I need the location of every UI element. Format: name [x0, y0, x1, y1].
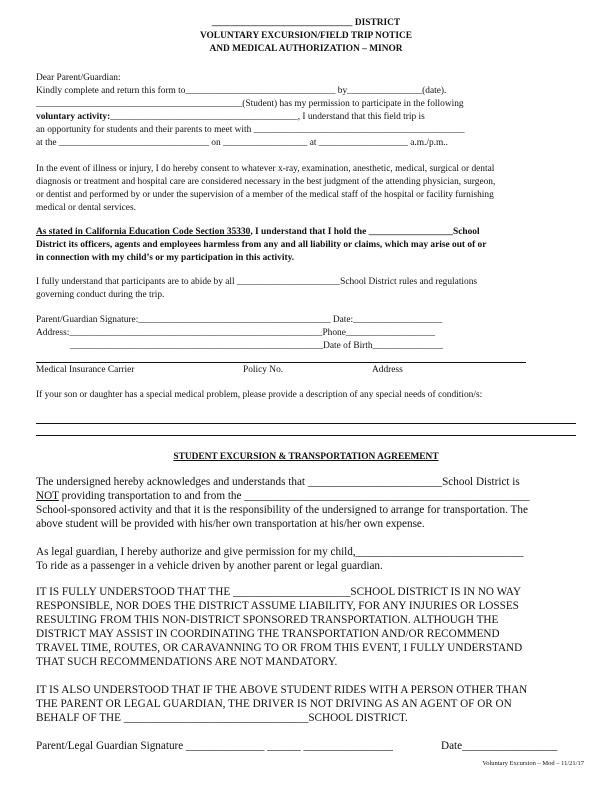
special-needs-field-line[interactable] — [36, 435, 576, 436]
location-time-line: at the ________________________________ on __________________ at ___________________ a.m./p.m.. — [36, 138, 448, 148]
agreement-p1-line: above student will be provided with his/her own transportation at his/her own expense. — [36, 518, 425, 530]
rules-line: governing conduct during the trip. — [36, 290, 165, 300]
student-permission-line: ____________________________________________(Student) has my permission to participate in the following — [36, 99, 464, 109]
special-needs-field-line[interactable] — [36, 423, 576, 424]
agreement-p3-line: DISTRICT MAY ASSIST IN COORDINATING THE TRANSPORTATION AND/OR RECOMMEND — [36, 628, 500, 640]
agreement-p3-line: RESPONSIBLE, NOR DOES THE DISTRICT ASSUME LIABILITY, FOR ANY INJURIES OR LOSSES — [36, 600, 519, 612]
agreement-p2-line: To ride as a passenger in a vehicle driven by another parent or legal guardian. — [36, 560, 383, 572]
agreement-p4-line: BEHALF OF THE _________________________________SCHOOL DISTRICT. — [36, 712, 408, 724]
consent-line: diagnosis or treatment and hospital care are considered necessary in the best judgment of the attending physician, surgeon, — [36, 177, 496, 187]
agreement-p3-line: TRAVEL TIME, ROUTES, OR CARAVANNING TO OR FROM THIS EVENT, I FULLY UNDERSTAND — [36, 642, 523, 654]
insurance-address-label: Address — [372, 365, 403, 375]
policy-number-label: Policy No. — [243, 365, 284, 375]
education-code-line: in connection with my child’s or my participation in this activity. — [36, 253, 295, 263]
agreement-p1-line: School-sponsored activity and that it is the responsibility of the undersigned to arrange for transportation. The — [36, 504, 528, 516]
education-code-reference: As stated in California Education Code Section 35330 — [36, 227, 251, 237]
agreement-p3-line: IT IS FULLY UNDERSTOOD THAT THE _____________________SCHOOL DISTRICT IS IN NO WAY — [36, 586, 522, 598]
form-subtitle: AND MEDICAL AUTHORIZATION – MINOR — [209, 44, 403, 54]
agreement-p3-line: RESULTING FROM THIS NON-DISTRICT SPONSORED TRANSPORTATION. ALTHOUGH THE — [36, 614, 499, 626]
agreement-p1-line: The undersigned hereby acknowledges and understands that ________________________School District is — [36, 476, 520, 488]
meet-with-line: an opportunity for students and their parents to meet with _____________________________________________ — [36, 125, 465, 135]
agreement-p2-line: As legal guardian, I hereby authorize and give permission for my child,______________________________ — [36, 546, 524, 558]
consent-line: or dentist and performed by or under the supervision of a member of the medical staff of the hospital or facility furnishing — [36, 190, 494, 200]
agreement-p4-line: IT IS ALSO UNDERSTOOD THAT IF THE ABOVE STUDENT RIDES WITH A PERSON OTHER THAN — [36, 684, 528, 696]
form-title: VOLUNTARY EXCURSION/FIELD TRIP NOTICE — [199, 31, 413, 41]
education-code-line: District its officers, agents and employees harmless from any and all liability or claims, which may arise out of or — [36, 240, 487, 250]
voluntary-activity-label: voluntary activity: — [36, 112, 111, 122]
agreement-p1-text: providing transportation to and from the ___________________________________________________ — [58, 490, 530, 502]
agreement-p3-line: THAT SUCH RECOMMENDATIONS ARE NOT MANDATORY. — [36, 656, 338, 668]
agreement-p4-line: THE PARENT OR LEGAL GUARDIAN, THE DRIVER IS NOT DRIVING AS AN AGENT OF OR ON — [36, 698, 512, 710]
voluntary-activity-line — [36, 112, 425, 123]
agreement-p1-line — [36, 490, 530, 503]
not-emphasis: NOT — [36, 490, 59, 502]
consent-line: medical or dental services. — [36, 203, 136, 213]
education-code-continuation: , I understand that I hold the __________________School — [250, 227, 480, 237]
guardian-signature-field[interactable]: Parent/Legal Guardian Signature ______________ ______ ________________ — [36, 740, 394, 752]
consent-line: In the event of illness or injury, I do hereby consent to whatever x-ray, examination, anesthetic, medical, surgical or dental — [36, 164, 495, 174]
special-needs-prompt: If your son or daughter has a special medical problem, please provide a description of any special needs of condition/s: — [36, 390, 483, 400]
insurance-carrier-label: Medical Insurance Carrier — [36, 365, 135, 375]
address-dob-field[interactable]: ______________________________________________________Date of Birth_______________ — [70, 341, 443, 351]
parent-signature-field[interactable]: Parent/Guardian Signature:_________________________________________ Date:___________________ — [36, 315, 443, 325]
address-phone-field[interactable]: Address:______________________________________________________Phone___________________ — [36, 328, 435, 338]
education-code-line — [36, 227, 480, 238]
return-by-line: Kindly complete and return this form to________________________________ by________________(date). — [36, 86, 447, 96]
agreement-title: STUDENT EXCURSION & TRANSPORTATION AGREEMENT — [173, 452, 439, 462]
insurance-field-line[interactable] — [36, 362, 526, 363]
voluntary-activity-blank: ________________________________________, I understand that this field trip is — [110, 112, 425, 122]
guardian-date-field[interactable]: Date_________________ — [441, 740, 558, 752]
district-title-line: ______________________________ DISTRICT — [211, 18, 401, 28]
rules-line: I fully understand that participants are to abide by all ______________________School District rules and regulations — [36, 277, 478, 287]
greeting: Dear Parent/Guardian: — [36, 73, 121, 83]
footer-version: Voluntary Excursion – Mod – 11/21/17 — [482, 760, 584, 767]
